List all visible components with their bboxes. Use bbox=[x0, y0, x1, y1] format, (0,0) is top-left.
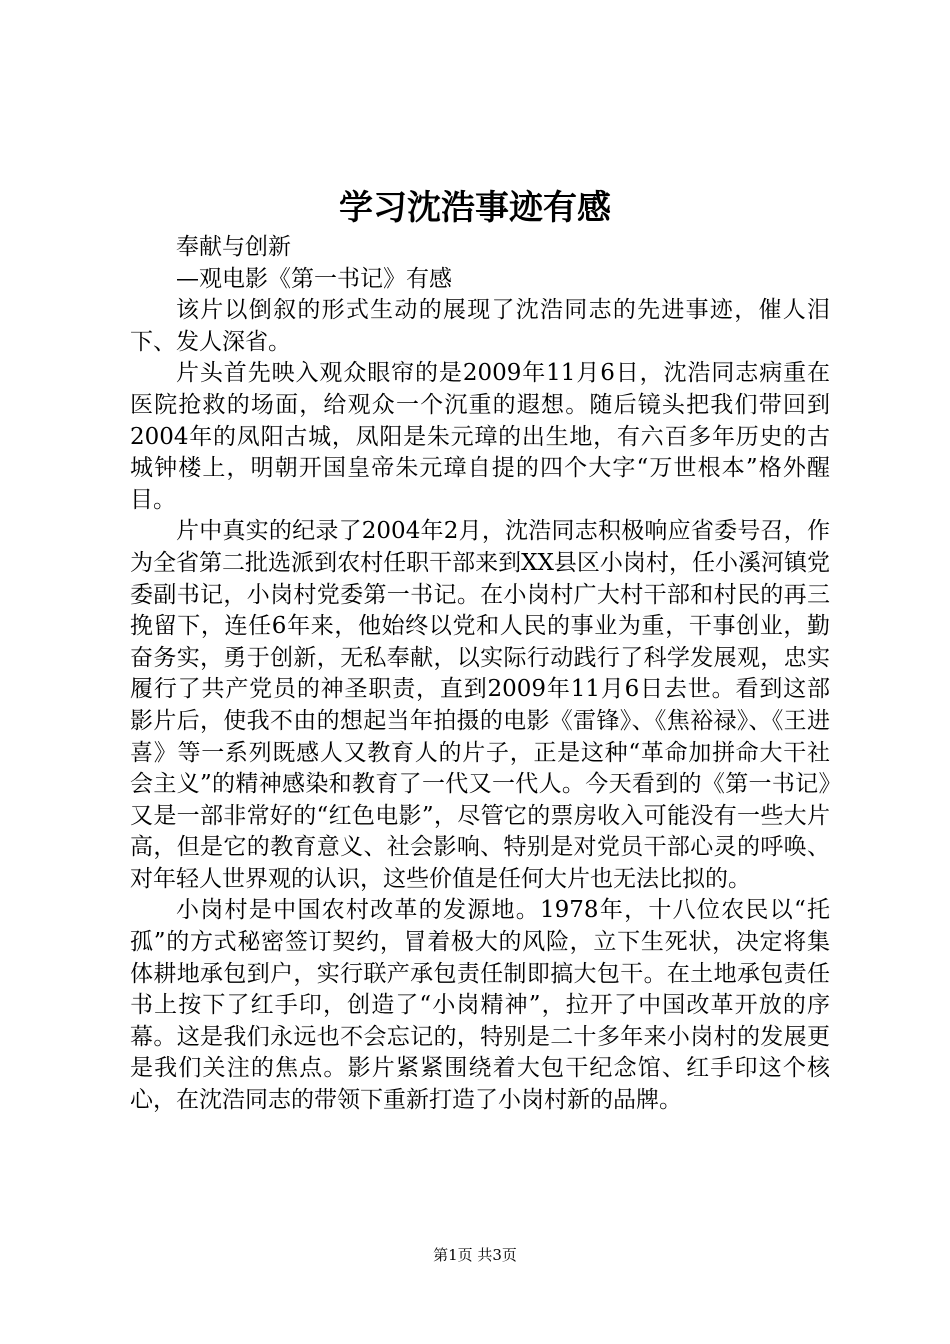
document-body bbox=[130, 232, 830, 1117]
subtitle-line: 奉献与创新 bbox=[176, 234, 291, 260]
body-paragraph: 该片以倒叙的形式生动的展现了沈浩同志的先进事迹，催人泪下、发人深省。 bbox=[130, 297, 830, 355]
subtitle-line: —观电影《第一书记》有感 bbox=[176, 265, 452, 292]
body-paragraph: 小岗村是中国农村改革的发源地。1978年，十八位农民以“托孤”的方式秘密签订契约，冒着极大的风险，立下生死状，决定将集体耕地承包到户，实行联产承包责任制即搞大包干。在土地承包责任书上按下了红手印，创造了“小岗精神”，拉开了中国改革开放的序幕。这是我们永远也不会忘记的，特别是二十多年来小岗村的发展更是我们关注的焦点。影片紧紧围绕着大包干纪念馆、红手印这个核心，在沈浩同志的带领下重新打造了小岗村新的品牌。 bbox=[130, 897, 830, 1114]
body-paragraph: 片中真实的纪录了2004年2月，沈浩同志积极响应省委号召，作为全省第二批选派到农村任职干部来到XX县区小岗村，任小溪河镇党委副书记，小岗村党委第一书记。在小岗村广大村干部和村民的再三挽留下，连任6年来，他始终以党和人民的事业为重，干事创业，勤奋务实，勇于创新，无私奉献，以实际行动践行了科学发展观，忠实履行了共产党员的神圣职责，直到2009年11月6日去世。看到这部影片后，使我不由的想起当年拍摄的电影《雷锋》、《焦裕禄》、《王进喜》等一系列既感人又教育人的片子，正是这种“革命加拼命大干社会主义”的精神感染和教育了一代又一代人。今天看到的《第一书记》又是一部非常好的“红色电影”，尽管它的票房收入可能没有一些大片高，但是它的教育意义、社会影响、特别是对党员干部心灵的呼唤、对年轻人世界观的认识，这些价值是任何大片也无法比拟的。 bbox=[130, 518, 830, 892]
page-footer: 第1页 共3页 bbox=[433, 1246, 517, 1264]
body-paragraph: 片头首先映入观众眼帘的是2009年11月6日，沈浩同志病重在医院抢救的场面，给观众一个沉重的遐想。随后镜头把我们带回到2004年的凤阳古城，凤阳是朱元璋的出生地，有六百多年历史的古城钟楼上，明朝开国皇帝朱元璋自提的四个大字“万世根本”格外醒目。 bbox=[130, 360, 830, 513]
document-title: 学习沈浩事迹有感 bbox=[339, 188, 611, 228]
